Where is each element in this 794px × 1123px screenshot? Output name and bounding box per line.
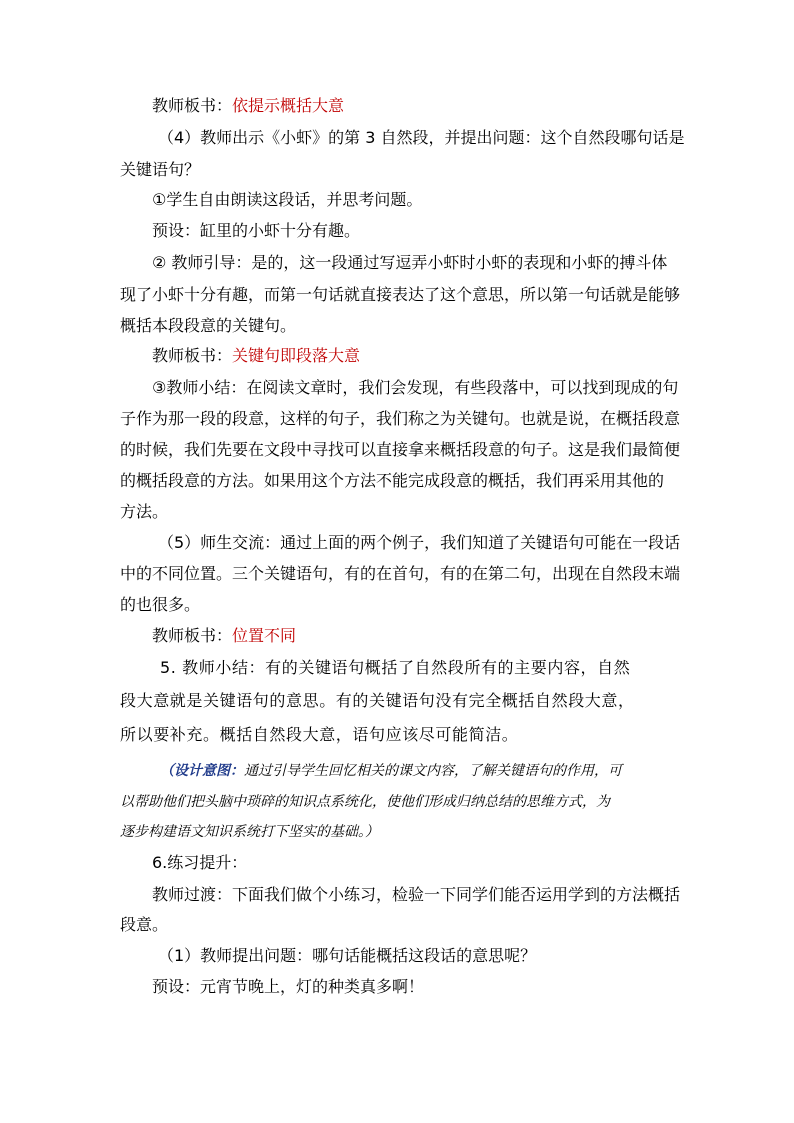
board-highlight: 位置不同 [232,626,297,645]
section-heading: 6.练习提升： [152,853,248,872]
design-note-line: 逐步构建语文知识系统打下坚实的基础。） [120,824,379,840]
paragraph-line: 的概括段意的方法。如果用这个方法不能完成段意的概括，我们再采用其他的 [120,471,665,490]
paragraph-line: ③教师小结：在阅读文章时，我们会发现，有些段落中，可以找到现成的句 [152,378,679,397]
board-writing-1 [152,96,344,116]
board-label: 教师板书： [152,626,233,645]
board-writing-2 [152,346,360,366]
paragraph-line: ② 教师引导：是的，这一段通过写逗弄小虾时小虾的表现和小虾的搏斗体 [152,253,668,272]
paragraph-line: 概括本段段意的关键句。 [120,316,297,335]
board-highlight: 关键句即段落大意 [232,346,361,365]
paragraph-line: 中的不同位置。三个关键语句，有的在首句，有的在第二句，出现在自然段末端 [120,564,681,583]
design-note-label: （设计意图： [160,763,244,779]
paragraph-line: 现了小虾十分有趣，而第一句话就直接表达了这个意思，所以第一句话就是能够 [120,285,681,304]
design-note-line: 以帮助他们把头脑中琐碎的知识点系统化，使他们形成归纳总结的思维方式，为 [120,794,610,810]
paragraph-line: 的时候，我们先要在文段中寻找可以直接拿来概括段意的句子。这是我们最简便 [120,440,681,459]
paragraph-line: ①学生自由朗读这段话，并思考问题。 [152,190,423,209]
board-writing-3 [152,626,296,646]
paragraph-line: 预设：缸里的小虾十分有趣。 [152,221,361,240]
paragraph-line: 所以要补充。概括自然段大意，语句应该尽可能简洁。 [120,725,519,744]
paragraph-line: 的也很多。 [120,595,201,614]
paragraph-line: 子作为那一段的段意，这样的句子，我们称之为关键句。也就是说，在概括段意 [120,409,681,428]
paragraph-line: 方法。 [120,502,169,521]
paragraph-line: 教师过渡：下面我们做个小练习，检验一下同学们能否运用学到的方法概括 [152,885,681,904]
paragraph-line: （4）教师出示《小虾》的第 3 自然段，并提出问题：这个自然段哪句话是 [158,128,685,147]
paragraph-line: （5）师生交流：通过上面的两个例子，我们知道了关键语句可能在一段话 [158,533,681,552]
paragraph-line: 关键语句？ [120,160,201,179]
paragraph-line: 预设：元宵节晚上，灯的种类真多啊！ [152,977,425,996]
paragraph-line: 5. 教师小结：有的关键语句概括了自然段所有的主要内容，自然 [160,658,631,677]
paragraph-line: 段大意就是关键语句的意思。有的关键语句没有完全概括自然段大意， [120,691,635,710]
board-highlight: 依提示概括大意 [232,96,345,115]
design-note-text: 通过引导学生回忆相关的课文内容，了解关键语句的作用，可 [244,763,622,779]
paragraph-line: （1）教师提出问题：哪句话能概括这段话的意思呢？ [158,946,537,965]
board-label: 教师板书： [152,96,233,115]
paragraph-line: 段意。 [120,915,169,934]
design-note-line [160,761,622,781]
board-label: 教师板书： [152,346,233,365]
